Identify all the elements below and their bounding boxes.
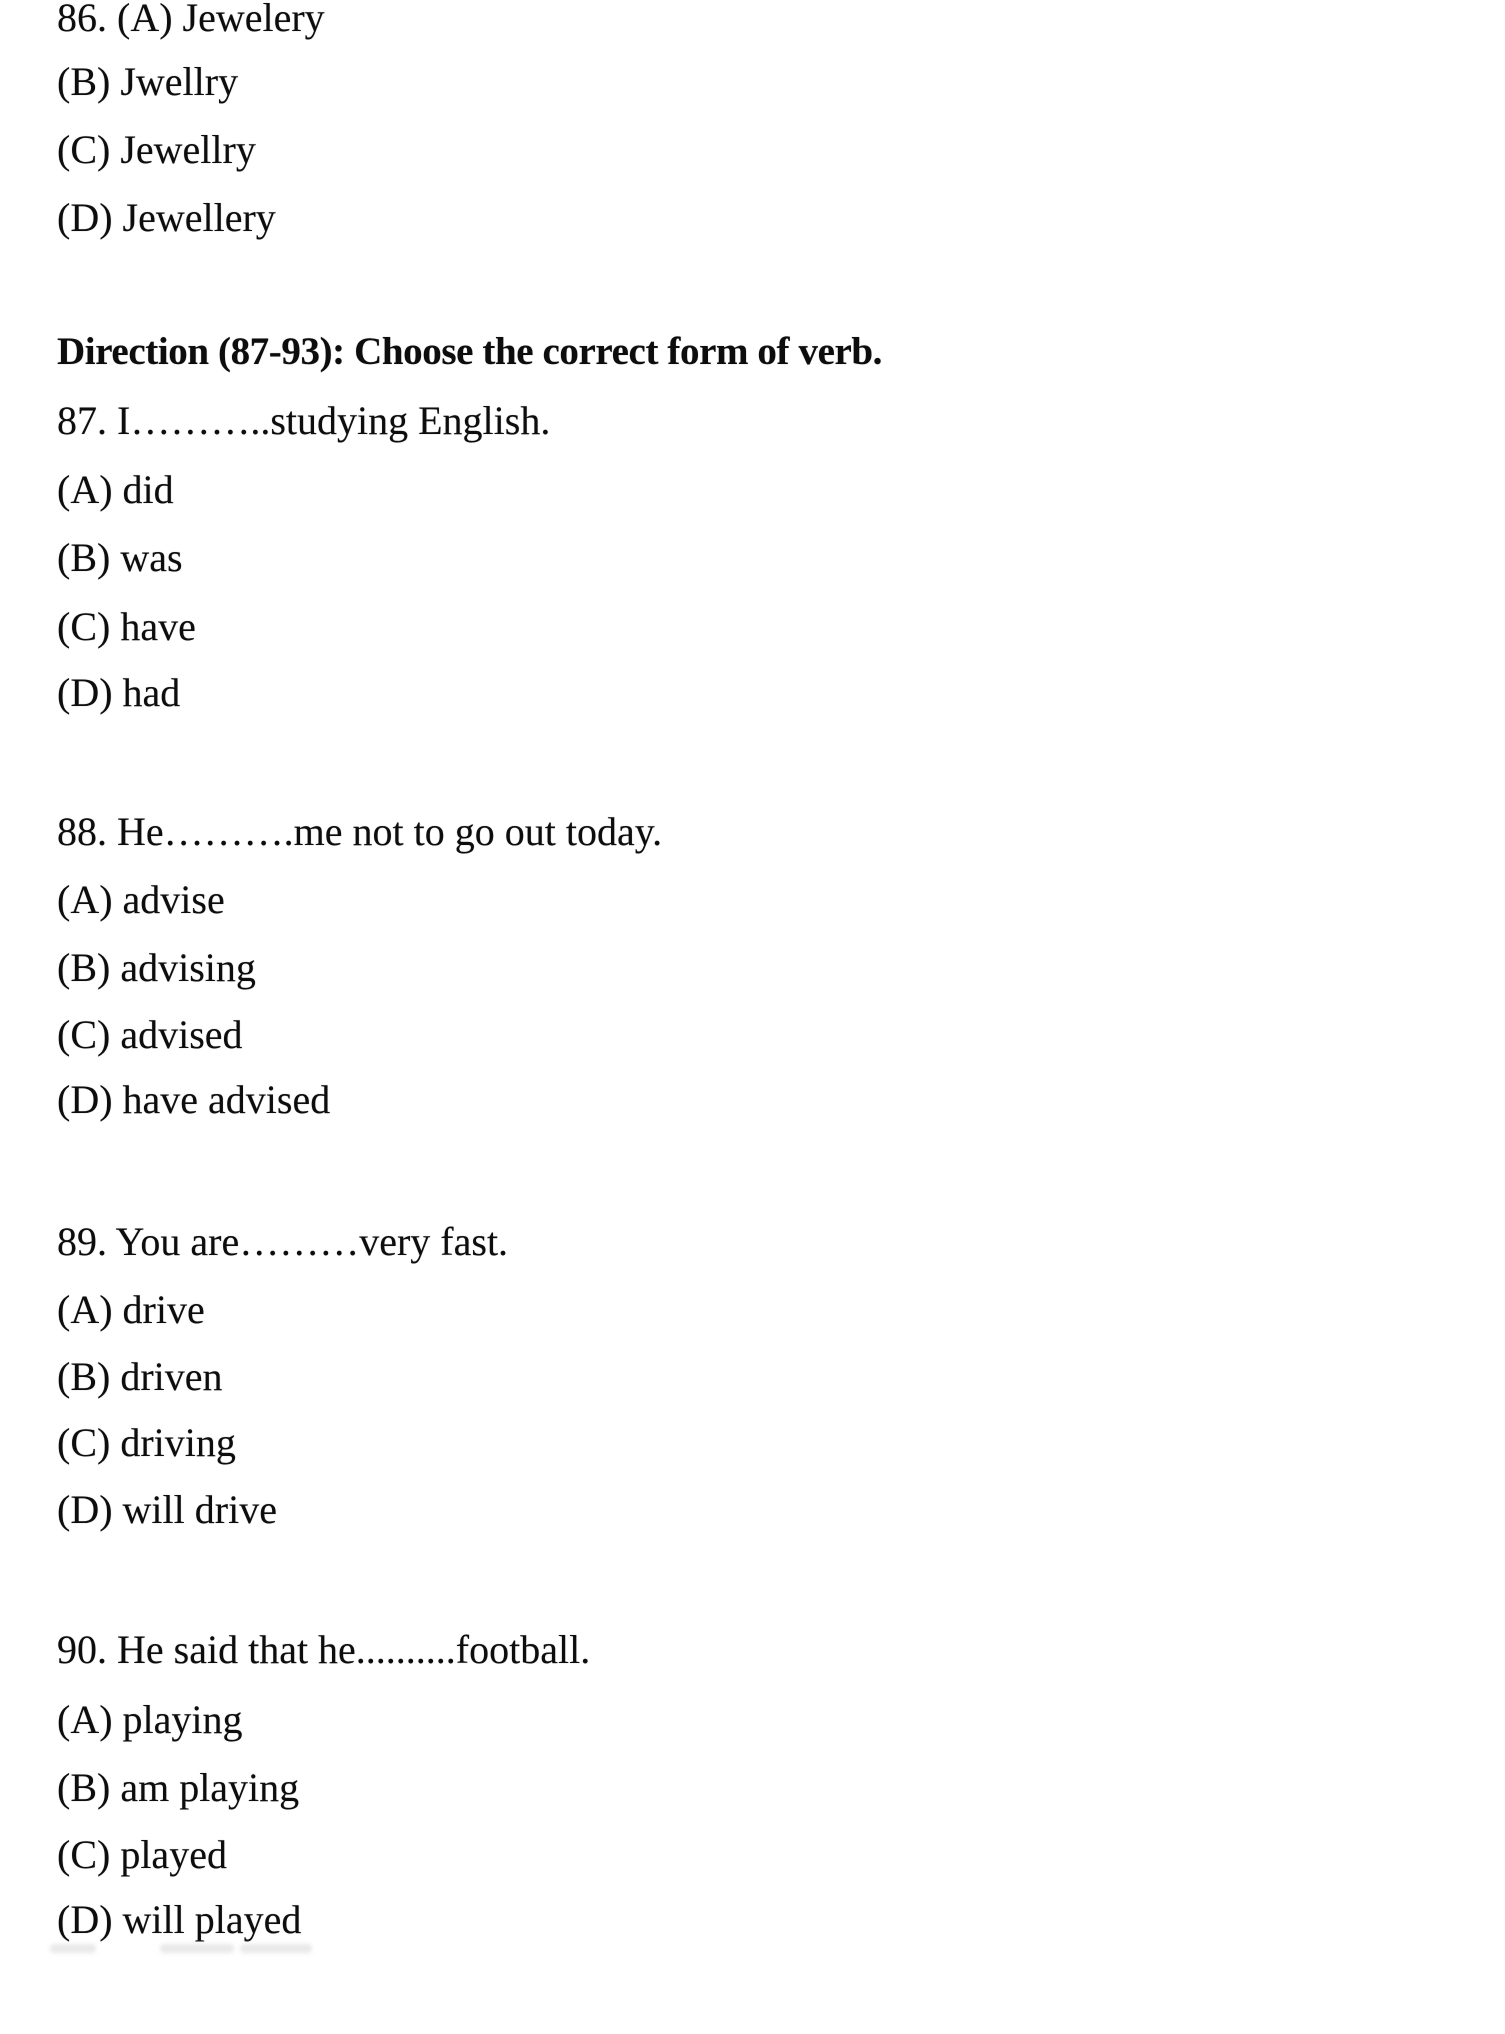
question-87-option-b: (B) was [57, 535, 183, 580]
scan-smudge [50, 1944, 96, 1953]
scan-smudge [240, 1944, 312, 1953]
direction-heading: Direction (87-93): Choose the correct form of verb. [57, 330, 883, 373]
question-86-first-line: 86. (A) Jewelery [57, 0, 325, 40]
question-90-option-c: (C) played [57, 1832, 227, 1877]
question-88-option-a: (A) advise [57, 877, 225, 922]
question-87-option-c: (C) have [57, 604, 196, 649]
question-86-option-c: (C) Jewellry [57, 127, 256, 172]
question-88-option-d: (D) have advised [57, 1077, 331, 1122]
question-90-option-a: (A) playing [57, 1697, 243, 1742]
question-88-option-c: (C) advised [57, 1012, 243, 1057]
question-87-stem: 87. I………..studying English. [57, 398, 551, 443]
question-88-option-b: (B) advising [57, 945, 256, 990]
question-90-option-d: (D) will played [57, 1897, 302, 1942]
question-89-option-c: (C) driving [57, 1420, 236, 1465]
question-89-option-d: (D) will drive [57, 1487, 277, 1532]
question-86-option-b: (B) Jwellry [57, 59, 239, 104]
question-89-stem: 89. You are………very fast. [57, 1219, 509, 1264]
question-87-option-d: (D) had [57, 670, 181, 715]
question-89-option-a: (A) drive [57, 1287, 205, 1332]
scan-smudge [160, 1944, 234, 1953]
question-89-option-b: (B) driven [57, 1354, 223, 1399]
question-88-stem: 88. He……….me not to go out today. [57, 809, 663, 854]
question-86-option-d: (D) Jewellery [57, 195, 276, 240]
question-87-option-a: (A) did [57, 467, 174, 512]
question-90-stem: 90. He said that he..........football. [57, 1627, 591, 1672]
question-90-option-b: (B) am playing [57, 1765, 300, 1810]
